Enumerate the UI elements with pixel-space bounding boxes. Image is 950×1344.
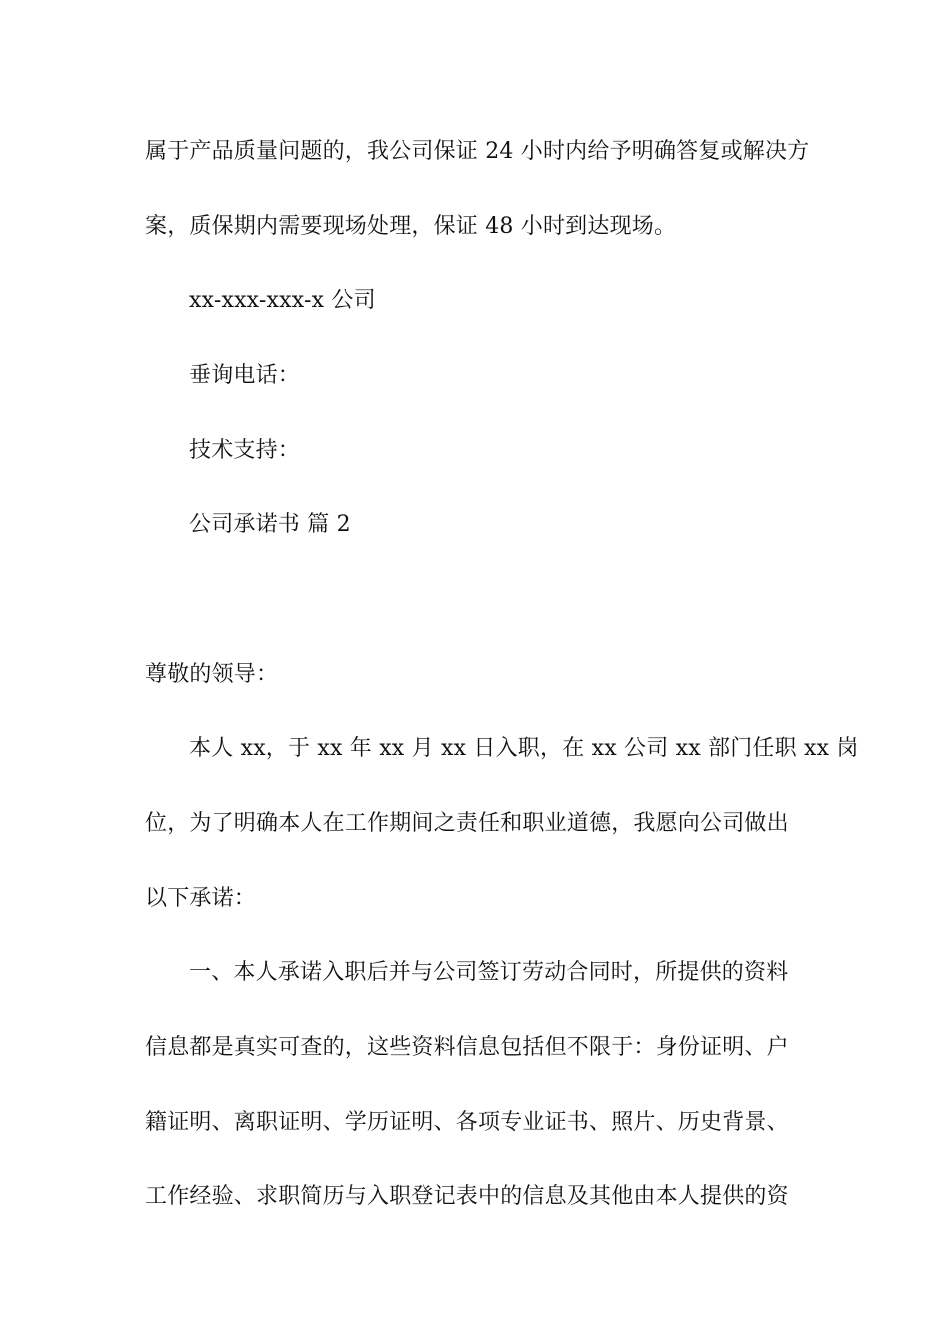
paragraph-line: 属于产品质量问题的，我公司保证 24 小时内给予明确答复或解决方 <box>145 139 810 164</box>
inquiry-phone-label: 垂询电话： <box>189 363 301 388</box>
paragraph-line: 案，质保期内需要现场处理，保证 48 小时到达现场。 <box>145 214 677 239</box>
salutation: 尊敬的领导： <box>145 662 279 687</box>
company-name: xx-xxx-xxx-x 公司 <box>189 288 376 313</box>
paragraph-line: 以下承诺： <box>145 886 257 911</box>
tech-support-label: 技术支持： <box>189 438 301 463</box>
paragraph-line: 籍证明、离职证明、学历证明、各项专业证书、照片、历史背景、 <box>145 1110 789 1135</box>
paragraph-line: 一、本人承诺入职后并与公司签订劳动合同时，所提供的资料 <box>189 960 789 985</box>
section-heading: 公司承诺书 篇 2 <box>189 512 351 537</box>
paragraph-line: 工作经验、求职简历与入职登记表中的信息及其他由本人提供的资 <box>145 1184 789 1209</box>
paragraph-line: 信息都是真实可查的，这些资料信息包括但不限于：身份证明、户 <box>145 1035 789 1060</box>
paragraph-line: 位，为了明确本人在工作期间之责任和职业道德，我愿向公司做出 <box>145 811 789 836</box>
paragraph-line: 本人 xx，于 xx 年 xx 月 xx 日入职，在 xx 公司 xx 部门任职 xx 岗 <box>189 736 859 761</box>
